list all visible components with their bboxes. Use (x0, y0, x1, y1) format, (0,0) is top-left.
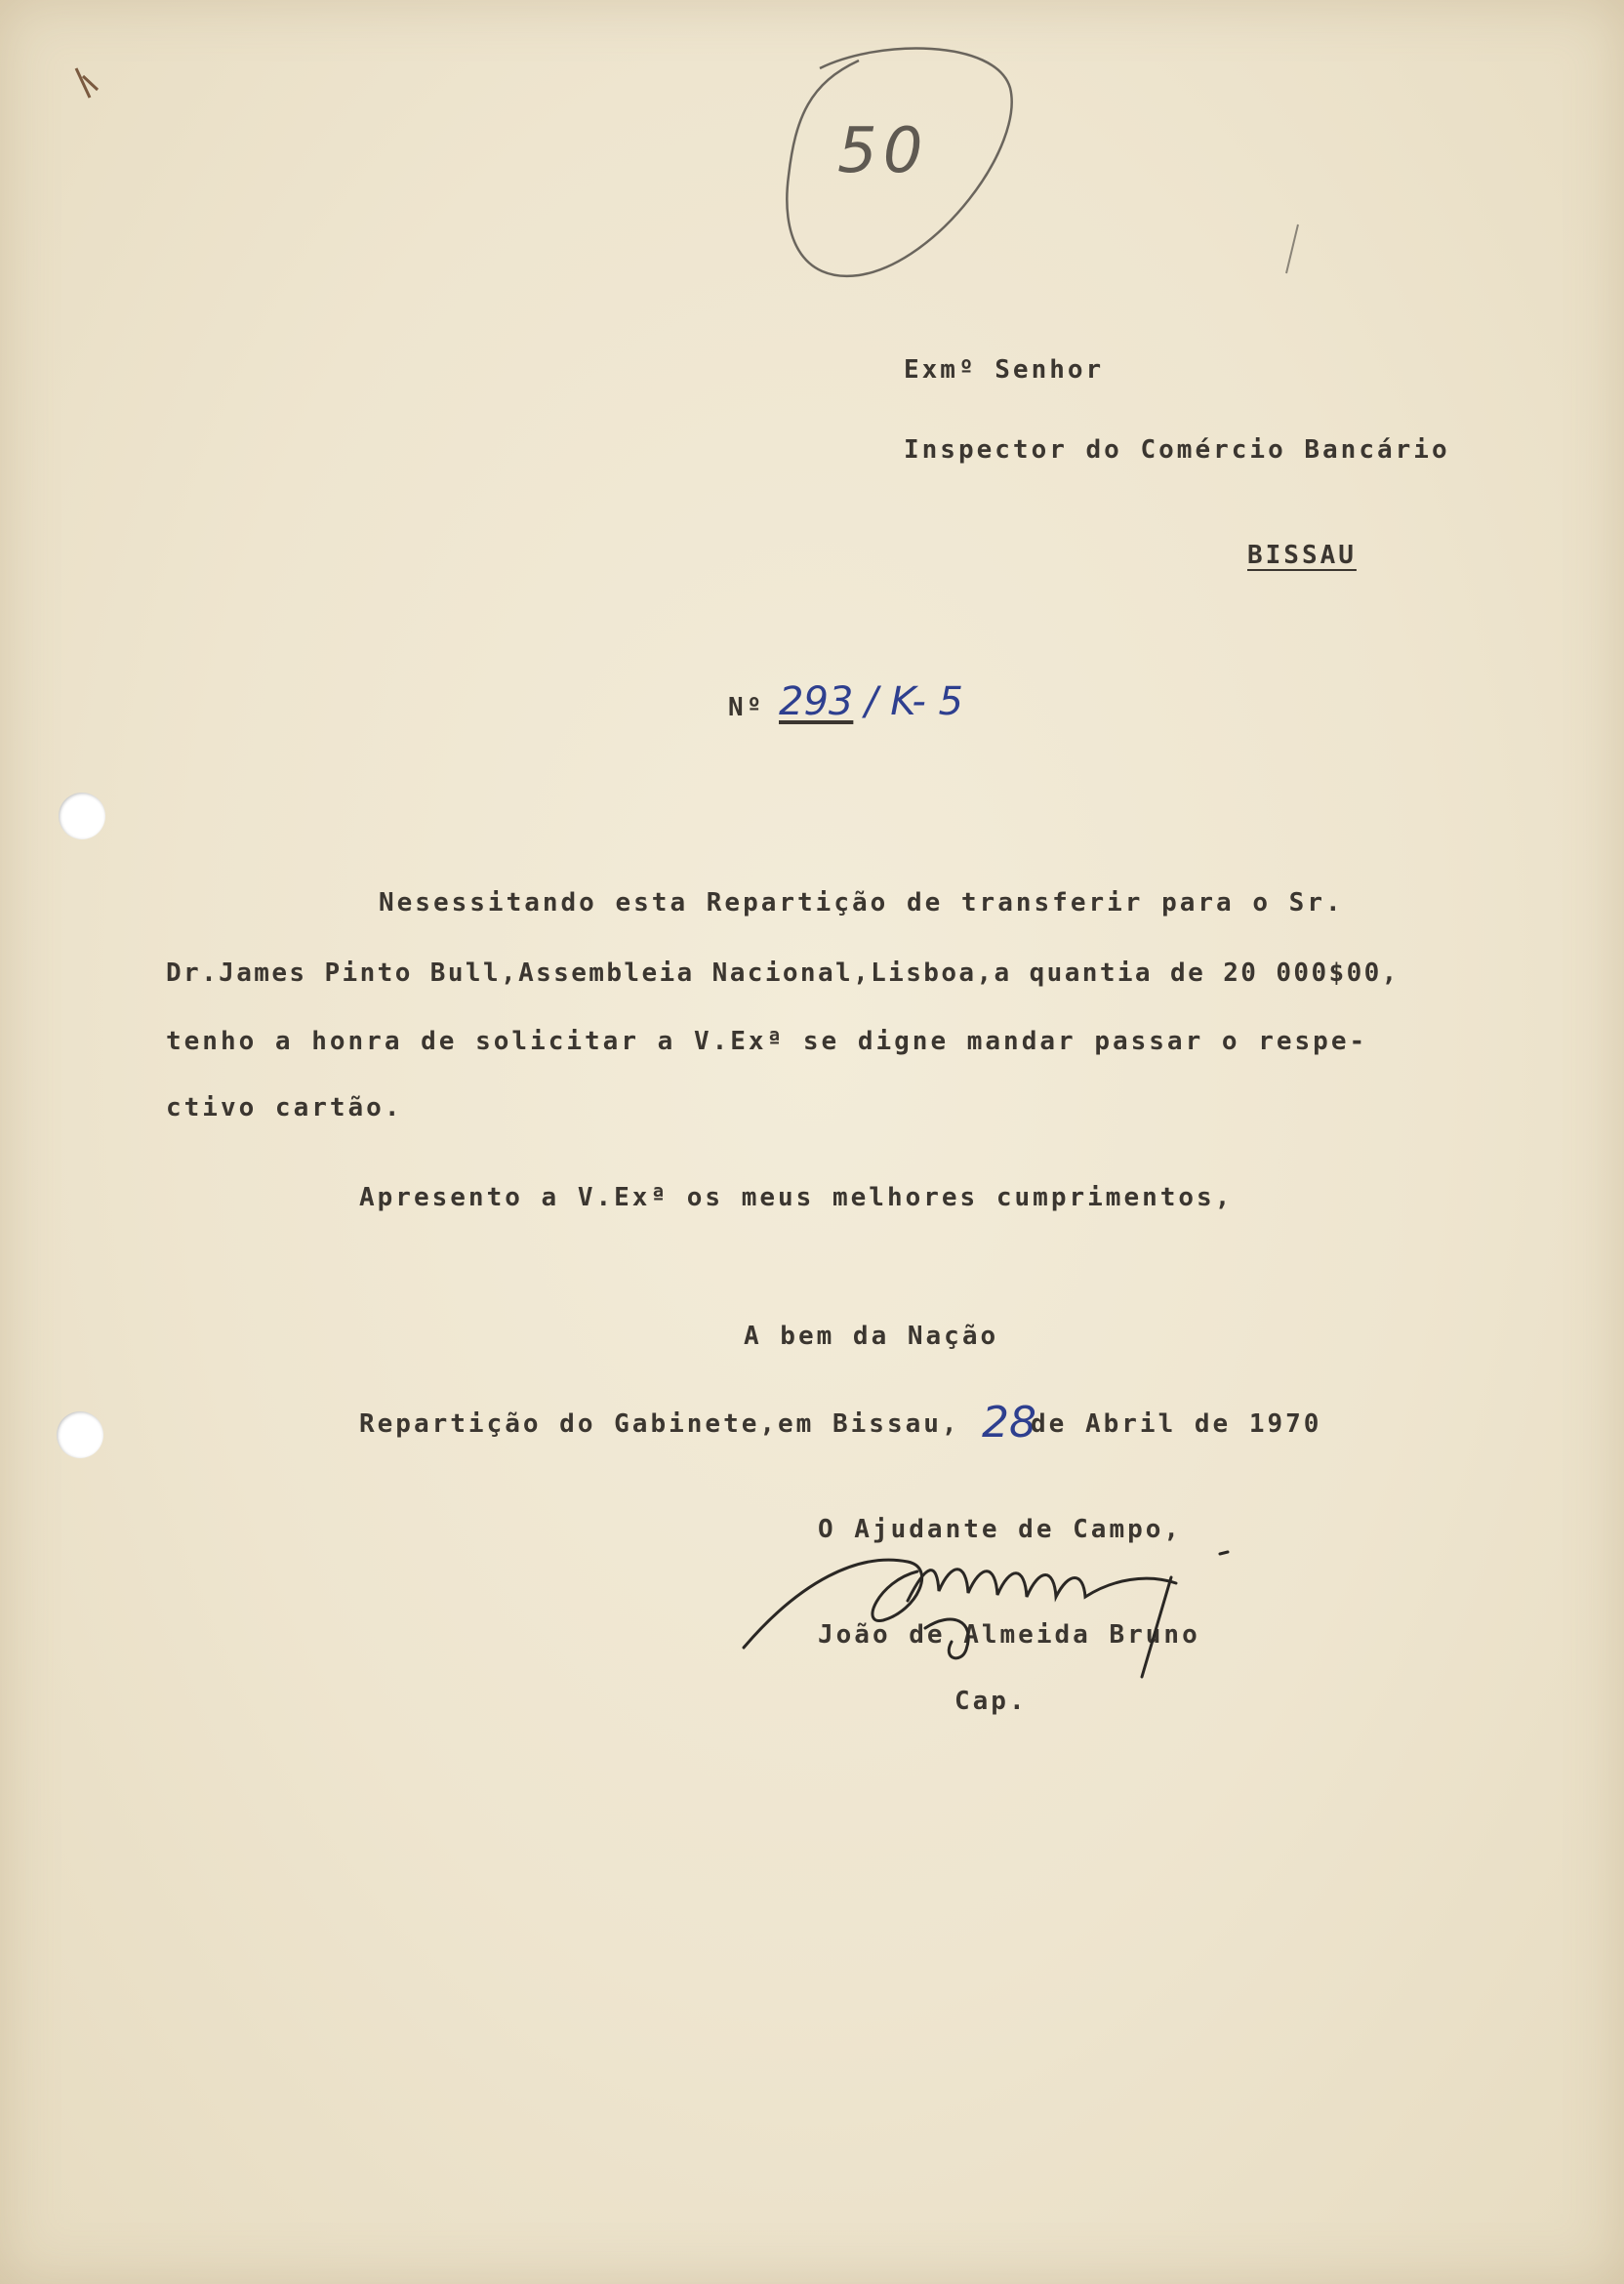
place-date-day: 28 (982, 1398, 1036, 1448)
addressee-city: BISSAU (1247, 541, 1357, 570)
signatory-rank: Cap. (954, 1687, 1028, 1716)
body-line-3: tenho a honra de solicitar a V.Exª se digne mandar passar o respe- (166, 1027, 1368, 1056)
body-line-1: Nesessitando esta Repartição de transferir para o Sr. (379, 888, 1344, 918)
place-date-prefix: Repartição do Gabinete,em Bissau, (359, 1409, 960, 1439)
signatory-name: João de Almeida Bruno (818, 1620, 1200, 1650)
reference-code: / K- 5 (865, 679, 963, 724)
closing-line: Apresento a V.Exª os meus melhores cumprimentos, (359, 1183, 1234, 1212)
reference-number: 293 (779, 679, 854, 724)
folio-number: 50 (837, 115, 929, 187)
reference-prefix: Nº (728, 693, 765, 722)
body-line-2: Dr.James Pinto Bull,Assembleia Nacional,Lisboa,a quantia de 20 000$00, (166, 958, 1400, 988)
place-date-suffix: de Abril de 1970 (1031, 1409, 1322, 1439)
addressee-salutation: Exmº Senhor (904, 355, 1105, 385)
body-line-4: ctivo cartão. (166, 1093, 403, 1122)
signatory-role: O Ajudante de Campo, (818, 1515, 1183, 1544)
addressee-title: Inspector do Comércio Bancário (904, 435, 1450, 465)
motto: A bem da Nação (744, 1322, 999, 1351)
